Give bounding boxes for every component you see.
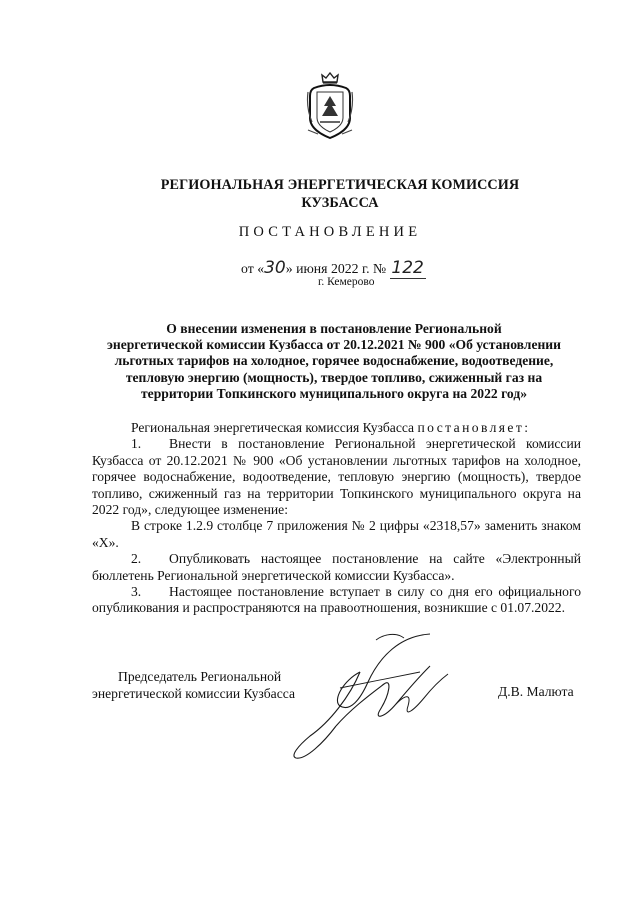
item-2-text: Опубликовать настоящее постановление на сайте «Электронный бюллетень Региональной энергетической комиссии Кузбасса». (92, 551, 581, 583)
subject-line: льготных тарифов на холодное, горячее водоснабжение, водоотведение, (114, 353, 554, 369)
date-day: 30 (264, 258, 286, 278)
handwritten-signature-icon (280, 626, 490, 766)
item-2 (92, 551, 581, 584)
organization-title (140, 176, 540, 212)
item-3-number: 3. (131, 584, 142, 600)
item-1-change: В строке 1.2.9 столбце 7 приложения № 2 цифры «2318,57» заменить знаком «Х». (92, 518, 581, 550)
signer-name: Д.В. Малюта (498, 684, 574, 699)
item-3-text: Настоящее постановление вступает в силу со дня его официального опубликования и распространяются на правоотношения, возникшие с 01.07.2022. (92, 584, 581, 616)
signer-title-line1: Председатель Региональной (118, 669, 282, 684)
org-title-line1: РЕГИОНАЛЬНАЯ ЭНЕРГЕТИЧЕСКАЯ КОМИССИЯ (160, 177, 520, 193)
date-suffix: » июня 2022 г. № (285, 261, 387, 276)
subject-line: территории Топкинского муниципального округа на 2022 год» (141, 385, 527, 401)
signer-title (92, 668, 295, 702)
intro-text: Региональная энергетическая комиссия Кузбасса (131, 420, 415, 435)
intro-paragraph (92, 420, 581, 436)
date-prefix: от « (241, 261, 265, 276)
document-number: 122 (391, 258, 424, 278)
item-1-text: Внести в постановление Региональной энергетической комиссии Кузбасса от 20.12.2021 № 900 «Об установлении льготных тарифов на холодное, горячее водоснабжение, водоотведение, тепловую энергию (мощность), твердое топливо, сжиженный газ на территории Топкинского муниципального округа на 2022 год», следующее изменение: (92, 436, 581, 518)
item-1 (92, 436, 581, 518)
item-3 (92, 584, 581, 617)
intro-verb: постановляет: (417, 420, 531, 435)
document-type: ПОСТАНОВЛЕНИЕ (238, 224, 422, 240)
subject-line: О внесении изменения в постановление Региональной (166, 321, 502, 336)
coat-of-arms-icon (306, 72, 354, 140)
item-1-number: 1. (131, 436, 142, 452)
city: г. Кемерово (318, 276, 375, 288)
signer-title-line2: энергетической комиссии Кузбасса (92, 686, 295, 701)
document-body (92, 420, 581, 617)
item-2-number: 2. (131, 551, 142, 567)
subject-line: тепловую энергию (мощность), твердое топливо, сжиженный газ на (125, 369, 543, 385)
subject-line: энергетической комиссии Кузбасса от 20.12.2021 № 900 «Об установлении (107, 337, 561, 353)
document-subject (92, 321, 576, 402)
org-title-line2: КУЗБАССА (301, 195, 379, 211)
